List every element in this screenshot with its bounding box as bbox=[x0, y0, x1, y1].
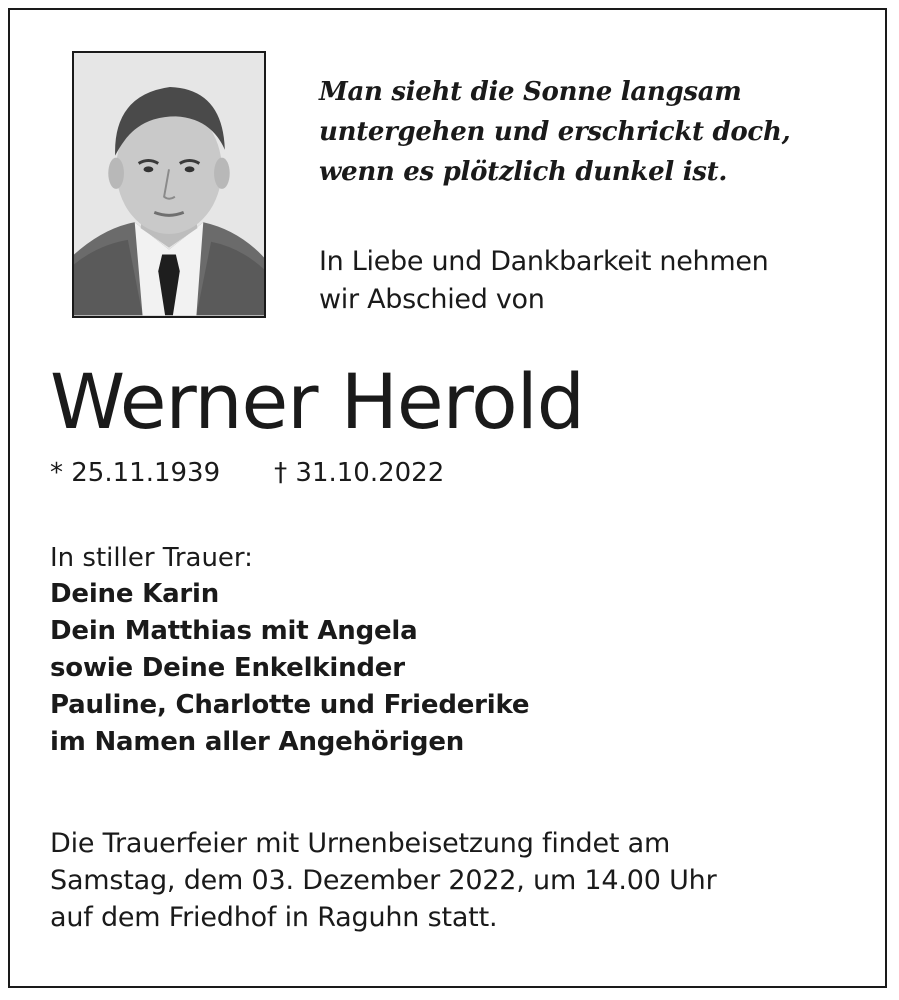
mourners-label: In stiller Trauer: bbox=[50, 543, 253, 573]
life-dates bbox=[50, 455, 444, 491]
mourners-list bbox=[50, 576, 529, 761]
mourner-line: Pauline, Charlotte und Friederike bbox=[50, 690, 530, 720]
memorial-quote bbox=[319, 72, 859, 192]
farewell-intro bbox=[319, 243, 859, 319]
mourner-line: Deine Karin bbox=[50, 579, 220, 609]
mourner-line: im Namen aller Angehörigen bbox=[50, 727, 465, 757]
ceremony-line: Die Trauerfeier mit Urnenbeisetzung findet am bbox=[50, 828, 671, 859]
mourner-line: Dein Matthias mit Angela bbox=[50, 616, 418, 646]
portrait-photo bbox=[72, 51, 266, 318]
ceremony-line: auf dem Friedhof in Raguhn statt. bbox=[50, 902, 498, 933]
quote-line: untergehen und erschrickt doch, bbox=[319, 117, 791, 147]
intro-line: In Liebe und Dankbarkeit nehmen bbox=[319, 246, 769, 277]
mourner-line: sowie Deine Enkelkinder bbox=[50, 653, 405, 683]
ceremony-details bbox=[50, 825, 717, 936]
intro-line: wir Abschied von bbox=[319, 284, 545, 315]
birth-date: * 25.11.1939 bbox=[50, 458, 221, 488]
death-date: † 31.10.2022 bbox=[274, 458, 445, 488]
quote-line: wenn es plötzlich dunkel ist. bbox=[319, 157, 728, 187]
portrait-image bbox=[74, 53, 264, 316]
ceremony-line: Samstag, dem 03. Dezember 2022, um 14.00 Uhr bbox=[50, 865, 717, 896]
deceased-name: Werner Herold bbox=[50, 357, 585, 446]
quote-line: Man sieht die Sonne langsam bbox=[319, 77, 742, 107]
